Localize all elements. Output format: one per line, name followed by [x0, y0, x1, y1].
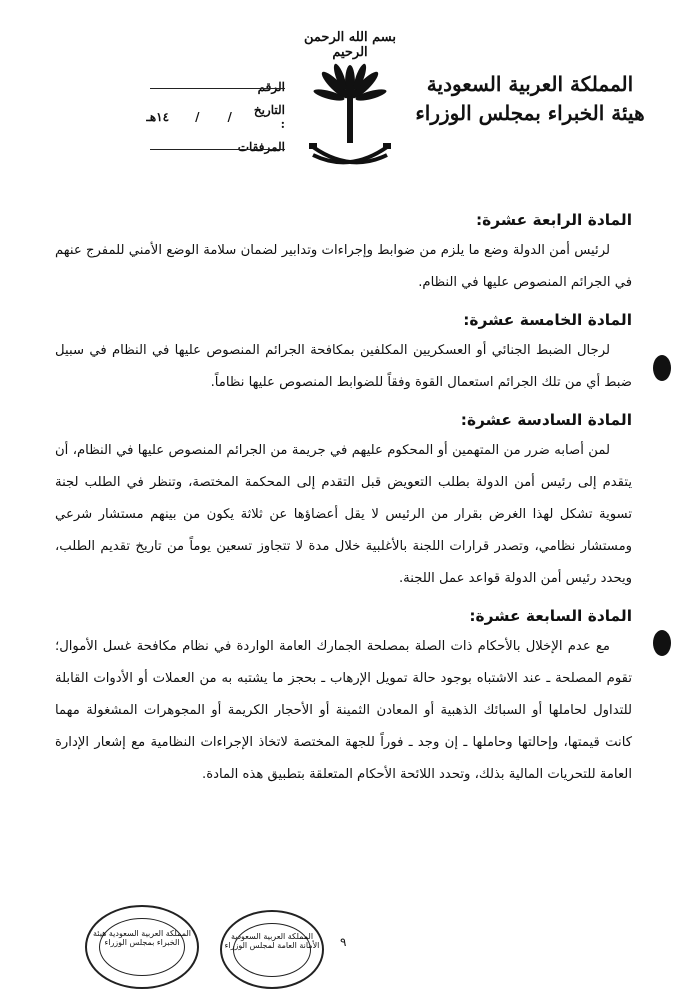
stamp-text: المملكة العربية السعودية الأمانة العامة لمجلس الوزراء	[224, 932, 320, 950]
authority-name: هيئة الخبراء بمجلس الوزراء	[415, 101, 645, 125]
article-14-text: لرئيس أمن الدولة وضع ما يلزم من ضوابط وإجراءات وتدابير لضمان سلامة الوضع الأمني للمفرج عنهم في الجرائم المنصوص عليها في النظام.	[55, 243, 632, 290]
reference-line	[150, 88, 285, 89]
date-label: التاريخ :	[253, 103, 285, 131]
date-row	[146, 102, 285, 132]
document-body	[55, 205, 632, 791]
article-16-text: لمن أصابه ضرر من المتهمين أو المحكوم عليهم في جريمة من الجرائم المنصوص عليها في النظام، أن يتقدم إلى رئيس أمن الدولة بطلب التعويض قبل التقدم إلى المحكمة المختصة، وتنظر في الطلب لجنة تسوية تشكل لهذا الغرض بقرار من الرئيس لا يقل أعضاؤها عن ثلاثة يكون من بينهم مستشار شرعي ومستشار نظامي، وتصدر قرارات اللجنة بالأغلبية خلال مدة لا تتجاوز تسعين يوماً من تاريخ تقديم الطلب، ويحدد رئيس أمن الدولة قواعد عمل اللجنة.	[55, 443, 632, 586]
attachments-row	[175, 132, 285, 162]
official-stamp	[85, 905, 199, 989]
attachments-line	[150, 149, 285, 150]
reference-label: الرقم	[257, 80, 285, 94]
kingdom-name: المملكة العربية السعودية	[426, 72, 634, 96]
official-stamp	[220, 910, 324, 989]
hole-punch-mark	[653, 355, 671, 381]
page-number: ٩	[340, 935, 347, 949]
date-separator: /	[227, 110, 232, 124]
saudi-emblem-icon	[305, 55, 395, 175]
article-17-heading: المادة السابعة عشرة:	[469, 607, 632, 625]
reference-row	[175, 72, 285, 102]
article-16-heading: المادة السادسة عشرة:	[460, 411, 632, 429]
article-15-text: لرجال الضبط الجنائي أو العسكريين المكلفين بمكافحة الجرائم المنصوص عليها في النظام في سبيل ضبط أي من تلك الجرائم استعمال القوة وفقاً للضوابط المنصوص عليها نظاماً.	[55, 343, 632, 390]
article-15-heading: المادة الخامسة عشرة:	[463, 311, 632, 329]
date-separator: /	[195, 110, 200, 124]
article-14-heading: المادة الرابعة عشرة:	[475, 211, 632, 229]
article-17-text: مع عدم الإخلال بالأحكام ذات الصلة بمصلحة الجمارك العامة الواردة في نظام مكافحة غسل الأموال؛ تقوم المصلحة ـ عند الاشتباه بوجود حالة تمويل الإرهاب ـ بحجز ما يشتبه به من العملات أو الأدوات القابلة للتداول لحاملها أو السبائك الذهبية أو المعادن الثمينة أو الأحجار الكريمة أو المجوهرات المشغولة مهما كانت قيمتها، وإحالتها وحاملها ـ إن وجد ـ فوراً للجهة المختصة لاتخاذ الإجراءات النظامية مع إشعار الإدارة العامة للتحريات المالية بذلك، وتحدد اللائحة الأحكام المتعلقة بتطبيق هذه المادة.	[55, 639, 632, 782]
attachments-label: المرفقات	[237, 140, 285, 154]
date-hijri-suffix: ١٤هـ	[146, 110, 170, 124]
letterhead-title	[415, 70, 645, 128]
hole-punch-mark	[653, 630, 671, 656]
stamp-text: المملكة العربية السعودية هيئة الخبراء بمجلس الوزراء	[93, 929, 191, 947]
basmala: بسم الله الرحمن الرحيم	[304, 30, 396, 60]
